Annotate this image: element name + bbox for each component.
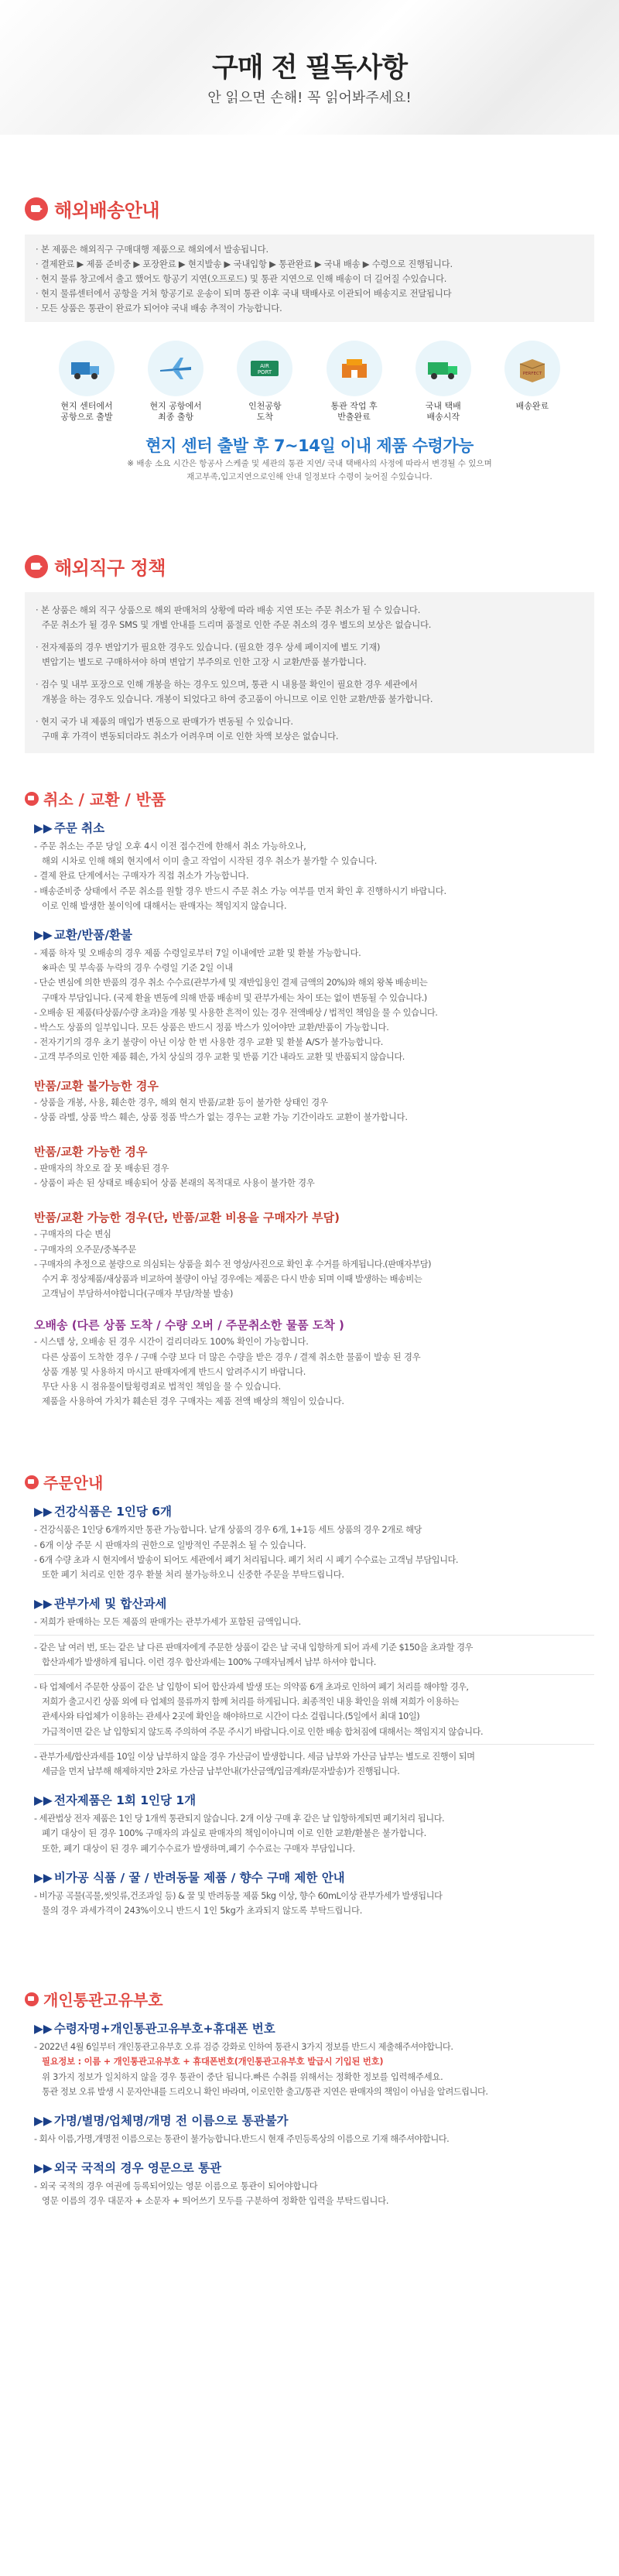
tax-line: 저희가 출고시킨 상품 외에 타 업체의 물류까지 함께 처리를 하게됩니다. 최종적인 내용 확인을 위해 저희가 이용하는: [42, 1697, 459, 1708]
section-title: 주문안내: [43, 1474, 104, 1493]
shipping-step: [234, 341, 296, 423]
customs-section: [0, 1988, 619, 2208]
shipping-info-box: [25, 235, 594, 322]
exchange-line: - 전자기기의 경우 초기 불량이 아닌 이상 한 번 사용한 경우 교환 및 환불 A/S가 불가능합니다.: [34, 1037, 384, 1048]
policy-section: [0, 553, 619, 753]
customs-content: [25, 2019, 594, 2208]
misship-line: 무단 사용 시 점유물이탈횡령죄로 법적인 책임을 물 수 있습니다.: [42, 1382, 282, 1392]
shipping-note: ※ 배송 소요 시간은 항공사 스케줄 및 세관의 통관 지연/ 국내 택배사의 사정에 따라서 변경될 수 있으며: [127, 459, 492, 468]
section-title: 개인통관고유부호: [43, 1991, 163, 2010]
order-line: - 건강식품은 1인당 6개까지만 통관 가능합니다. 낱개 상품의 경우 6개, 1+1등 세트 상품의 경우 2개로 해당: [34, 1525, 422, 1536]
foreign-line: 영문 이름의 경우 대문자 + 소문자 + 띄어쓰기 모두를 구분하여 정확한 입력을 부탁드립니다.: [42, 2196, 389, 2207]
section-header: [25, 1471, 594, 1493]
customs-line: 위 3가지 정보가 일치하지 않을 경우 통관이 중단 됩니다.빠른 수취를 위해서는 정확한 정보를 입력해주세요.: [42, 2071, 443, 2082]
exchange-line: - 박스도 상품의 일부입니다. 모든 상품은 반드시 정품 박스가 있어야만 교환/반품이 가능합니다.: [34, 1023, 389, 1033]
order-section: [0, 1471, 619, 1918]
tax-line: 관세사와 타업체가 이용하는 관세사 2곳에 확인을 해야하므로 시간이 다소 걸립니다.(5일에서 최대 10일): [42, 1711, 420, 1722]
policy-line: 구매 후 가격이 변동되더라도 취소가 어려우며 이로 인한 차액 보상은 없습니다.: [42, 731, 339, 742]
subsection-heading: ▶▶ 가명/별명/업체명/개명 전 이름으로 통관불가: [34, 2113, 289, 2128]
shipping-step: [501, 341, 563, 423]
order-line: - 6개 이상 주문 시 판매자의 권한으로 일방적인 주문취소 될 수 있습니다.: [34, 1540, 306, 1550]
package-icon: [514, 353, 551, 384]
airport-sign-top: AIR: [260, 363, 270, 369]
chat-bubble-icon: [25, 1992, 39, 2006]
shipping-steps: [25, 324, 594, 423]
info-line: · 현지 물류 창고에서 출고 했어도 항공기 지연(오프로드) 및 통관 지연으로 인해 배송이 더 길어질 수있습니다.: [36, 273, 447, 284]
airport-sign-bottom: PORT: [258, 369, 272, 375]
subsection-heading: 반품/교환 불가능한 경우: [34, 1078, 159, 1093]
misship-line: 다른 상품이 도착한 경우 / 구매 수량 보다 더 많은 수량을 받은 경우 / 결제 취소한 물품이 발송 된 경우: [42, 1351, 421, 1362]
exchange-line: 구매자 부담입니다. (국제 환율 변동에 의해 반품 배송비 및 관부가세는 차이 또는 없이 변동될 수 있습니다.): [42, 992, 427, 1003]
buyer-line: 고객님이 부담하셔야합니다(구매자 부담/착불 발송): [42, 1289, 234, 1300]
cancel-content: [25, 819, 594, 1409]
cancel-section: [0, 787, 619, 1409]
step-label: 현지 공항에서: [149, 401, 202, 411]
delivery-truck-icon: [425, 353, 462, 384]
elec-line: - 세관법상 전자 제품은 1인 당 1개씩 통관되지 않습니다. 2개 이상 구매 후 같은 날 입항하게되면 폐기처리 됩니다.: [34, 1814, 445, 1824]
subsection-heading: 반품/교환 가능한 경우: [34, 1145, 148, 1160]
no-return-line: - 상품 라벨, 상품 박스 훼손, 상품 정품 박스가 없는 경우는 교환 가능 기간이라도 교환이 불가합니다.: [34, 1112, 408, 1122]
tax-line: - 저희가 판매하는 모든 제품의 판매가는 관부가세가 포함된 금액입니다.: [34, 1617, 302, 1628]
truck-icon: [68, 353, 105, 384]
nick-line: - 회사 이름,가명,개명전 이름으로는 통관이 불가능합니다.반드시 현재 주민등록상의 이름으로 기재 해주셔야합니다.: [34, 2133, 450, 2144]
policy-line: 개봉을 하는 경우도 있습니다. 개봉이 되었다고 하여 중고품이 아니므로 이로 인한 교환/반품 불가합니다.: [42, 694, 433, 704]
order-content: [25, 1502, 594, 1918]
chat-bubble-icon: [25, 1475, 39, 1489]
step-label: 현지 센터에서: [60, 401, 113, 411]
customs-icon: [336, 353, 373, 384]
shipping-headline: 현지 센터 출발 후 7~14일 이내 제품 수령가능: [145, 437, 474, 455]
subsection-heading: ▶▶ 전자제품은 1회 1인당 1개: [34, 1793, 197, 1808]
buyer-line: 수거 후 정상제품/새상품과 비교하여 불량이 아닐 경우에는 제품은 다시 반송 되며 이때 발생하는 배송비는: [42, 1274, 422, 1285]
subsection-heading: ▶▶ 주문 취소: [34, 821, 105, 835]
page-subtitle: 안 읽으면 손해! 꼭 읽어봐주세요!: [207, 90, 412, 107]
step-label: 반출완료: [337, 412, 371, 422]
policy-line: 주문 취소가 될 경우 SMS 및 개별 안내를 드리며 품절로 인한 주문 취소의 경우 별도의 보상은 없습니다.: [42, 619, 432, 630]
overseas-shipping-section: [0, 195, 619, 483]
info-line: · 결제완료 ▶ 제품 준비중 ▶ 포장완료 ▶ 현지발송 ▶ 국내입항 ▶ 통관완료 ▶ 국내 배송 ▶ 수령으로 진행됩니다.: [36, 259, 453, 269]
package-stamp: PERFECT: [522, 372, 542, 376]
shipping-step: [145, 341, 207, 423]
cancel-line: - 결제 완료 단계에서는 구매자가 직접 취소가 가능합니다.: [34, 871, 249, 882]
exchange-line: ※파손 및 부속품 누락의 경우 수령일 기준 2일 이내: [42, 963, 233, 974]
elec-line: 폐기 대상이 된 경우 100% 구매자의 과실로 판매자의 책임이아니며 이로 인한 교환/환불은 불가합니다.: [42, 1828, 426, 1839]
shipping-step: [412, 341, 474, 423]
shipping-step: [56, 341, 118, 423]
shipping-note: 재고부족,입고지연으로인해 안내 일정보다 수령이 늦어질 수있습니다.: [186, 472, 433, 481]
tax-line: 가급적이면 같은 날 입항되지 않도록 주의하여 주문 주시기 바랍니다.이로 인한 배송 합쳐짐에 대해서는 책임지지 않습니다.: [42, 1726, 484, 1737]
customs-line: - 2022년 4월 6일부터 개인통관고유부호 오류 검증 강화로 인하여 통관시 3가지 정보를 반드시 제출해주셔야합니다.: [34, 2042, 453, 2053]
section-header: [25, 553, 594, 580]
misship-line: - 시스템 상, 오배송 된 경우 시간이 걸리더라도 100% 확인이 가능합니다.: [34, 1337, 309, 1348]
subsection-heading: 오배송 (다른 상품 도착 / 수량 오버 / 주문취소한 물품 도착 ): [34, 1318, 344, 1333]
chat-bubble-icon: [25, 555, 48, 578]
subsection-heading: ▶▶ 외국 국적의 경우 영문으로 통관: [34, 2161, 222, 2176]
chat-bubble-icon: [25, 197, 48, 221]
customs-required-line: 필요정보 : 이름 + 개인통관고유부호 + 휴대폰번호(개인통관고유부호 발급시 기입된 번호): [42, 2057, 384, 2067]
exchange-line: - 고객 부주의로 인한 제품 훼손, 가치 상실의 경우 교환 및 반품 기간 내라도 교환 및 반품되지 않습니다.: [34, 1052, 405, 1063]
page-title: 구매 전 필독사항: [211, 53, 408, 84]
subsection-heading: 반품/교환 가능한 경우(단, 반품/교환 비용을 구매자가 부담): [34, 1211, 340, 1225]
policy-line: · 현지 국가 내 제품의 매입가 변동으로 판매가가 변동될 수 있습니다.: [36, 716, 293, 727]
customs-line: 통관 정보 오류 발생 시 문자안내를 드리오니 확인 바라며, 이로인한 출고/통관 지연은 판매자의 책임이 아님을 알려드립니다.: [42, 2086, 488, 2097]
section-title: 취소 / 교환 / 반품: [43, 790, 166, 809]
exchange-line: - 오배송 된 제품(타상품/수량 초과)을 개봉 및 사용한 흔적이 있는 경우 전액배상 / 법적인 책임을 물 수 있습니다.: [34, 1007, 438, 1018]
airport-icon: [246, 353, 283, 384]
step-label: 통관 작업 후: [330, 401, 378, 411]
divider: [34, 1674, 594, 1675]
tax-line: - 타 업체에서 주문한 상품이 같은 날 입항이 되어 합산과세 발생 또는 의약품 6개 초과로 인하여 폐기 처리를 해야할 경우,: [34, 1681, 469, 1692]
order-line: - 6개 수량 초과 시 현지에서 발송이 되어도 세관에서 폐기 처리됩니다. 폐기 처리 시 폐기 수수료는 고객님 부담입니다.: [34, 1554, 458, 1565]
tax-line: - 관부가세/합산과세를 10일 이상 납부하지 않을 경우 가산금이 발생합니다. 세금 납부와 가산금 납부는 별도로 진행이 되며: [34, 1751, 475, 1762]
no-return-line: - 상품을 개봉, 사용, 훼손한 경우, 해외 현지 반품/교환 등이 불가한 상태인 경우: [34, 1097, 328, 1108]
subsection-heading: ▶▶ 건강식품은 1인당 6개: [34, 1505, 172, 1519]
tax-line: 합산과세가 발생하게 됩니다. 이런 경우 합산과세는 100% 구매자님께서 납부 하셔야 합니다.: [42, 1656, 376, 1667]
section-header: [25, 195, 594, 222]
buyer-line: - 구매자의 다순 변심: [34, 1229, 111, 1240]
divider: [34, 1744, 594, 1745]
cancel-line: 이로 인해 발생한 불이익에 대해서는 판매자는 책임지지 않습니다.: [42, 900, 287, 911]
policy-line: · 검수 및 내부 포장으로 인해 개봉을 하는 경우도 있으며, 통관 시 내용물 확인이 필요한 경우 세관에서: [36, 679, 418, 690]
section-title: 해외직구 정책: [54, 557, 166, 579]
possible-line: - 판매자의 착오로 잘 못 배송된 경우: [34, 1163, 169, 1174]
policy-line: · 전자제품의 경우 변압기가 필요한 경우도 있습니다. (필요한 경우 상세 페이지에 별도 기재): [36, 642, 381, 653]
subsection-heading: ▶▶ 비가공 식품 / 꿀 / 반려동물 제품 / 향수 구매 제한 안내: [34, 1870, 345, 1885]
possible-line: - 상품이 파손 된 상태로 배송되어 상품 본래의 목적대로 사용이 불가한 경우: [34, 1178, 315, 1189]
info-line: · 본 제품은 해외직구 구매대행 제품으로 해외에서 발송됩니다.: [36, 244, 268, 255]
info-line: · 모든 상품은 통관이 완료가 되어야 국내 배송 추적이 가능합니다.: [36, 303, 282, 313]
exchange-line: - 단순 변심에 의한 반품의 경우 취소 수수료(관부가세 및 재반입용인 결제 금액의 20%)와 해외 왕복 배송비는: [34, 978, 428, 988]
misship-line: 상품 개봉 및 사용하지 마시고 판매자에게 반드시 알려주시기 바랍니다.: [42, 1366, 306, 1377]
subsection-heading: ▶▶ 수령자명+개인통관고유부호+휴대폰 번호: [34, 2022, 275, 2036]
cancel-line: 해외 시차로 인해 해외 현지에서 이미 출고 작업이 시작된 경우 취소가 불가할 수 있습니다.: [42, 856, 378, 867]
shipping-step: [323, 341, 385, 423]
hero-banner: [0, 0, 619, 135]
policy-box: [25, 592, 594, 753]
subsection-heading: ▶▶ 교환/반품/환불: [34, 928, 133, 943]
step-label: 국내 택배: [425, 401, 461, 411]
info-line: · 현지 물류센터에서 공항을 거쳐 항공기로 운송이 되며 통관 이후 국내 택배사로 이관되어 배송지로 전달됩니다: [36, 288, 452, 299]
divider: [34, 1635, 594, 1636]
buyer-line: - 구매자의 오주문/중복주문: [34, 1244, 137, 1255]
section-header: [25, 1988, 594, 2010]
elec-line: 또한, 폐기 대상이 된 경우 폐기수수료가 발생하며,폐기 수수료는 구매자 부담입니다.: [42, 1843, 355, 1854]
subsection-heading: ▶▶ 관부가세 및 합산과세: [34, 1597, 167, 1612]
step-label: 인천공항: [248, 401, 282, 411]
order-line: 또한 폐기 처리로 인한 경우 환불 처리 불가능하오니 신중한 주문을 부탁드립니다.: [42, 1570, 344, 1581]
section-header: [25, 787, 594, 810]
airplane-icon: [157, 353, 194, 384]
step-label: 배송시작: [426, 412, 460, 422]
tax-line: - 같은 날 여러 번, 또는 같은 날 다른 판매자에게 주문한 상품이 같은 날 국내 입항하게 되어 과세 기준 $150을 초과할 경우: [34, 1642, 473, 1653]
chat-bubble-icon: [25, 792, 39, 806]
step-label: 배송완료: [515, 401, 549, 411]
vitamin-line: - 비가공 곡물(곡물,씻잇류,건조과일 등) & 꿀 및 반려동물 제품 5kg 이상, 향수 60mL이상 관부가세가 발생됩니다: [34, 1890, 443, 1901]
section-title: 해외배송안내: [54, 200, 160, 221]
foreign-line: - 외국 국적의 경우 여권에 등록되어있는 영문 이름으로 통관이 되어야합니다: [34, 2181, 318, 2192]
policy-line: · 본 상품은 해외 직구 상품으로 해외 판매처의 상황에 따라 배송 지연 또는 주문 취소가 될 수 있습니다.: [36, 605, 421, 615]
policy-line: 변압기는 별도로 구매하셔야 하며 변압기 부주의로 인한 고장 시 교환/반품 불가합니다.: [42, 656, 367, 667]
tax-line: 세금을 먼저 납부해 해제하지만 2차로 가산금 납부안내(가산금액/입금계좌/문자발송)가 진행됩니다.: [42, 1766, 400, 1776]
vitamin-line: 물의 경우 과세가격이 243%이오니 반드시 1인 5kg가 초과되지 않도록 부탁드립니다.: [42, 1905, 363, 1916]
cancel-line: - 주문 취소는 주문 당일 오후 4시 이전 접수건에 한해서 취소 가능하오나,: [34, 841, 306, 851]
step-label: 공항으로 출발: [60, 412, 113, 422]
misship-line: 제품을 사용하여 가치가 훼손된 경우 구매자는 제품 전액 배상의 책임이 있습니다.: [42, 1396, 344, 1407]
cancel-line: - 배송준비중 상태에서 주문 취소를 원할 경우 반드시 주문 취소 가능 여부를 먼저 확인 후 진행하시기 바랍니다.: [34, 886, 446, 896]
step-label: 최종 출항: [158, 412, 194, 422]
buyer-line: - 구매자의 추정으로 불량으로 의심되는 상품을 회수 전 영상/사진으로 확인 후 수거를 하게됩니다.(판매자부담): [34, 1259, 432, 1269]
exchange-line: - 제품 하자 및 오배송의 경우 제품 수령일로부터 7일 이내에만 교환 및 환불 가능합니다.: [34, 948, 361, 959]
step-label: 도착: [256, 412, 273, 422]
